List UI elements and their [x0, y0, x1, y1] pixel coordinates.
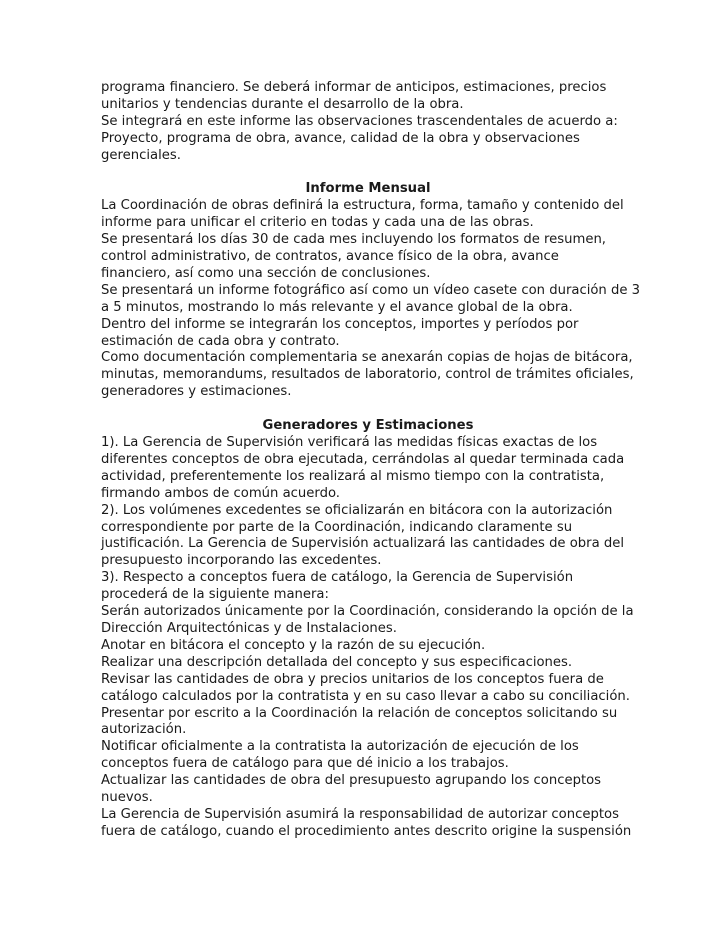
text-line: Notificar oficialmente a la contratista la autorización de ejecución de los	[101, 739, 579, 755]
text-line: Revisar las cantidades de obra y precios unitarios de los conceptos fuera de	[101, 671, 604, 687]
text-line: correspondiente por parte de la Coordinación, indicando claramente su	[101, 519, 573, 535]
document-page	[101, 80, 641, 841]
generadores-section	[101, 418, 635, 841]
text-line: La Gerencia de Supervisión asumirá la responsabilidad de autorizar conceptos	[101, 806, 619, 822]
paragraph-gap	[101, 165, 635, 182]
intro-paragraph	[101, 80, 635, 165]
text-line: Dentro del informe se integrarán los conceptos, importes y períodos por	[101, 316, 579, 332]
informe-mensual-section	[101, 181, 641, 401]
text-line: programa financiero. Se deberá informar de anticipos, estimaciones, precios	[101, 80, 607, 95]
text-line: La Coordinación de obras definirá la estructura, forma, tamaño y contenido del	[101, 198, 624, 214]
text-line: Se presentará un informe fotográfico así como un vídeo casete con duración de 3	[101, 282, 641, 298]
text-line: 1). La Gerencia de Supervisión verificará las medidas físicas exactas de los	[101, 435, 598, 450]
section-heading-informe-mensual: Informe Mensual	[305, 181, 431, 197]
text-line: minutas, memorandums, resultados de laboratorio, control de trámites oficiales,	[101, 367, 634, 383]
text-line: a 5 minutos, mostrando lo más relevante y el avance global de la obra.	[101, 299, 573, 315]
text-line: diferentes conceptos de obra ejecutada, cerrándolas al quedar terminada cada	[101, 451, 625, 467]
text-line: justificación. La Gerencia de Supervisión actualizará las cantidades de obra del	[101, 536, 625, 552]
text-line: 2). Los volúmenes excedentes se oficializarán en bitácora con la autorización	[101, 502, 613, 518]
text-line: Proyecto, programa de obra, avance, calidad de la obra y observaciones	[101, 130, 580, 146]
text-line: firmando ambos de común acuerdo.	[101, 485, 340, 501]
paragraph-gap	[101, 401, 635, 418]
text-line: Anotar en bitácora el concepto y la razón de su ejecución.	[101, 637, 486, 653]
text-line: Se presentará los días 30 de cada mes incluyendo los formatos de resumen,	[101, 232, 606, 248]
text-line: fuera de catálogo, cuando el procedimiento antes descrito origine la suspensión	[101, 823, 632, 839]
text-line: 3). Respecto a conceptos fuera de catálogo, la Gerencia de Supervisión	[101, 570, 574, 586]
text-line: autorización.	[101, 722, 187, 738]
text-line: conceptos fuera de catálogo para que dé inicio a los trabajos.	[101, 756, 509, 772]
text-line: Como documentación complementaria se anexarán copias de hojas de bitácora,	[101, 350, 633, 366]
text-line: Dirección Arquitectónicas y de Instalaciones.	[101, 620, 397, 636]
text-line: presupuesto incorporando las excedentes.	[101, 553, 382, 569]
text-line: catálogo calculados por la contratista y en su caso llevar a cabo su conciliación.	[101, 688, 630, 704]
text-line: financiero, así como una sección de conclusiones.	[101, 265, 431, 281]
text-line: Serán autorizados únicamente por la Coordinación, considerando la opción de la	[101, 604, 634, 620]
text-line: control administrativo, de contratos, avance físico de la obra, avance	[101, 249, 559, 265]
text-line: Se integrará en este informe las observaciones trascendentales de acuerdo a:	[101, 113, 618, 129]
text-line: gerenciales.	[101, 147, 181, 163]
text-line: estimación de cada obra y contrato.	[101, 333, 340, 349]
text-line: unitarios y tendencias durante el desarrollo de la obra.	[101, 96, 464, 112]
section-heading-generadores: Generadores y Estimaciones	[262, 418, 474, 434]
text-line: actividad, preferentemente los realizará al mismo tiempo con la contratista,	[101, 468, 605, 484]
text-line: Presentar por escrito a la Coordinación la relación de conceptos solicitando su	[101, 705, 618, 721]
text-line: generadores y estimaciones.	[101, 384, 292, 400]
text-line: Actualizar las cantidades de obra del presupuesto agrupando los conceptos	[101, 773, 602, 789]
text-line: informe para unificar el criterio en todas y cada una de las obras.	[101, 215, 534, 231]
text-line: nuevos.	[101, 790, 153, 806]
text-line: procederá de la siguiente manera:	[101, 587, 329, 603]
text-line: Realizar una descripción detallada del concepto y sus especificaciones.	[101, 654, 573, 670]
